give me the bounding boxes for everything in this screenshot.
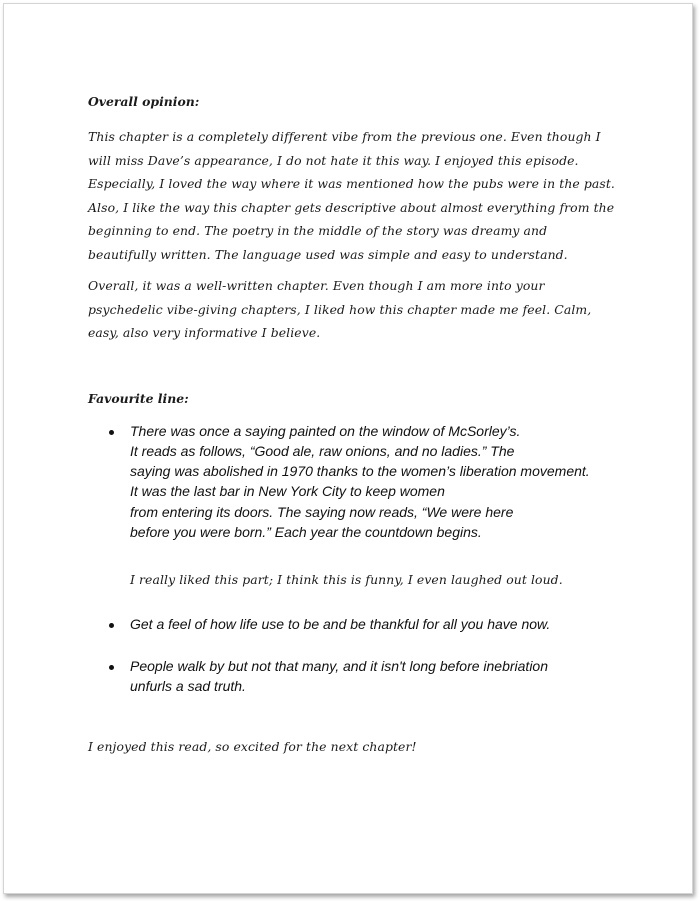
- quote-comment: I really liked this part; I think this is funny, I even laughed out loud.: [130, 572, 563, 588]
- paragraph-line: Also, I like the way this chapter gets descriptive about almost everything from the: [88, 199, 615, 215]
- quote-line: It was the last bar in New York City to keep women: [130, 483, 445, 500]
- favourite-lines-list: [88, 421, 628, 697]
- quote-line: before you were born.” Each year the countdown begins.: [130, 523, 482, 540]
- bullet-icon: [109, 430, 114, 435]
- favourite-quote: [130, 614, 628, 634]
- opinion-paragraph-1: [88, 125, 628, 266]
- paragraph-line: This chapter is a completely different vibe from the previous one. Even though I: [88, 129, 601, 144]
- paragraph-line: easy, also very informative I believe.: [88, 325, 321, 340]
- document-body: [88, 92, 628, 771]
- opinion-paragraph-2: [88, 274, 628, 345]
- quote-line: Get a feel of how life use to be and be thankful for all you have now.: [130, 615, 551, 632]
- bullet-icon: [109, 623, 114, 628]
- quote-line: There was once a saying painted on the window of McSorley’s.: [130, 422, 521, 439]
- paragraph-line: beautifully written. The language used was simple and easy to understand.: [88, 246, 568, 262]
- closing-remark: I enjoyed this read, so excited for the next chapter!: [88, 738, 417, 754]
- paragraph-line: Overall, it was a well-written chapter. Even though I am more into your: [88, 278, 545, 293]
- quote-line: unfurls a sad truth.: [130, 678, 246, 695]
- list-item: [88, 421, 628, 592]
- quote-line: People walk by but not that many, and it isn't long before inebriation: [130, 658, 549, 675]
- quote-line: It reads as follows, “Good ale, raw onions, and no ladies.” The: [130, 442, 515, 459]
- favourite-quote: [130, 421, 628, 543]
- list-item: [88, 656, 628, 697]
- quote-line: saying was abolished in 1970 thanks to the women’s liberation movement.: [130, 463, 590, 480]
- favourite-line-heading: Favourite line:: [88, 390, 189, 406]
- overall-opinion-heading: Overall opinion:: [88, 94, 200, 109]
- list-item: [88, 614, 628, 634]
- quote-line: from entering its doors. The saying now reads, “We were here: [130, 503, 514, 520]
- bullet-icon: [109, 665, 114, 670]
- paragraph-line: Especially, I loved the way where it was mentioned how the pubs were in the past.: [88, 176, 615, 191]
- paragraph-line: psychedelic vibe-giving chapters, I liked how this chapter made me feel. Calm,: [88, 301, 592, 317]
- document-page: [3, 3, 693, 894]
- paragraph-line: will miss Dave’s appearance, I do not hate it this way. I enjoyed this episode.: [88, 152, 579, 168]
- paragraph-line: beginning to end. The poetry in the middle of the story was dreamy and: [88, 223, 548, 238]
- favourite-quote: [130, 656, 628, 697]
